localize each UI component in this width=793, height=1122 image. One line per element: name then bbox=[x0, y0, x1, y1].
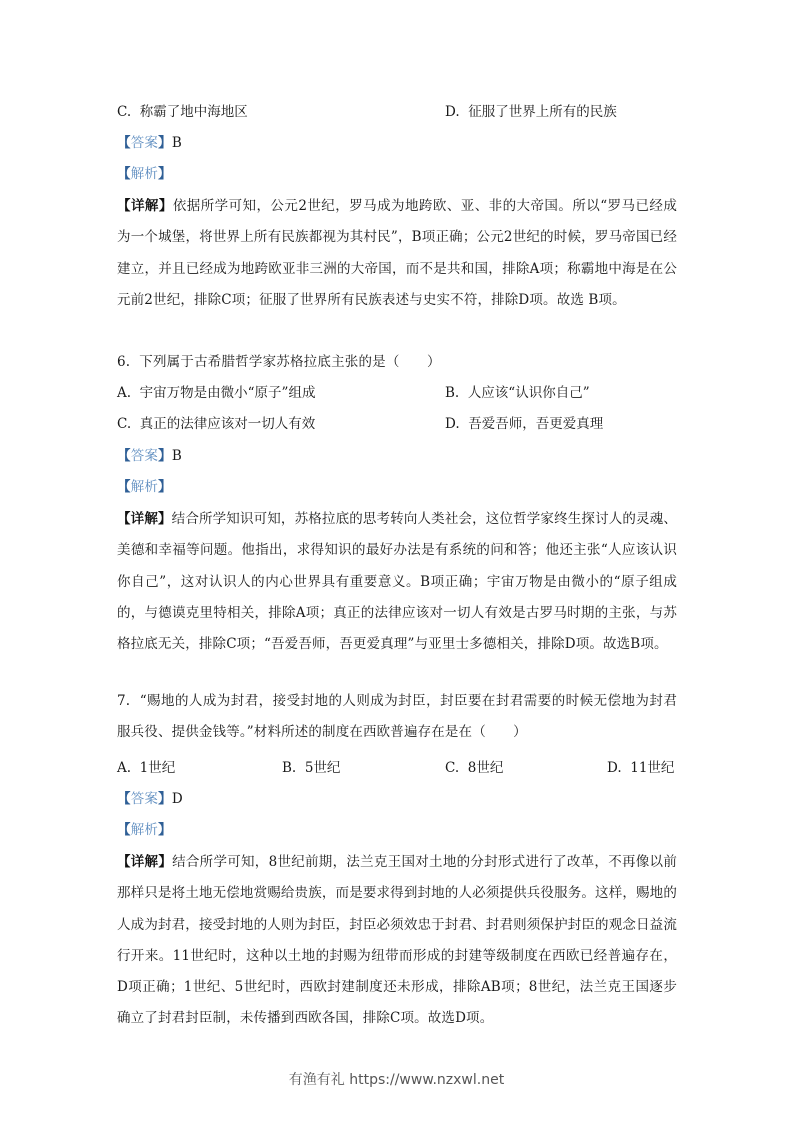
option-letter: A. bbox=[117, 760, 132, 776]
q6-option-b bbox=[445, 383, 590, 403]
option-text: 称霸了地中海地区 bbox=[139, 104, 248, 120]
q7-option-d bbox=[607, 758, 674, 778]
bracket-close: 】 bbox=[158, 791, 172, 807]
option-text: 5世纪 bbox=[304, 760, 341, 776]
bracket-close: 】 bbox=[158, 135, 172, 151]
detail-label: 【详解】 bbox=[117, 198, 173, 214]
question-number: 6. bbox=[117, 354, 131, 370]
option-text: 11世纪 bbox=[630, 760, 675, 776]
option-letter: D. bbox=[607, 760, 622, 776]
option-text: 真正的法律应该对一切人有效 bbox=[139, 416, 316, 432]
detail-text: 结合所学知识可知，苏格拉底的思考转向人类社会，这位哲学家终生探讨人的灵魂、美德和幸福等问题。他指出，求得知识的最好办法是有系统的问和答；他还主张“人应该认识你自己”，这对认识人的内心世界具有重要意义。B项正确；宇宙万物是由微小的“原子组成的，与德谟克里特相关，排除A项；真正的法律应该对一切人有效是古罗马时期的主张，与苏格拉底无关，排除C项；“吾爱吾师，吾更爱真理”与亚里士多德相关，排除D项。故选B项。 bbox=[117, 511, 678, 653]
answer-value: D bbox=[171, 791, 183, 807]
detail-label-text: 详解 bbox=[130, 511, 158, 527]
q6-option-d bbox=[445, 414, 603, 434]
bracket-open: 【 bbox=[117, 448, 131, 464]
answer-value: B bbox=[171, 135, 182, 151]
answer-label: 答案 bbox=[130, 448, 159, 464]
page-footer-watermark: 有渔有礼 https://www.nzxwl.net bbox=[288, 1072, 505, 1088]
option-letter: C. bbox=[117, 104, 132, 120]
detail-label: 【详解】 bbox=[117, 511, 172, 527]
q7-detail bbox=[117, 847, 677, 1035]
detail-text: 结合所学可知，8世纪前期，法兰克王国对土地的分封形式进行了改革，不再像以前那样只是将土地无偿地赏赐给贵族，而是要求得到封地的人必须提供兵役服务。这样，赐地的人成为封君，接受封地的人则为封臣，封臣必须效忠于封君、封君则须保护封臣的观念日益流行开来。11世纪时，这种以土地的封赐为纽带而形成的封建等级制度在西欧已经普遍存在，D项正确；1世纪、5世纪时，西欧封建制度还未形成，排除AB项；8世纪，法兰克王国逐步确立了封君封臣制，未传播到西欧各国，排除C项。故选D项。 bbox=[117, 854, 677, 1027]
detail-label-text: 详解 bbox=[130, 854, 159, 870]
question-text: “赐地的人成为封君，接受封地的人则成为封臣，封臣要在封君需要的时候无偿地为封君服兵役、提供金钱等。”材料所述的制度在西欧普遍存在是在（ ） bbox=[117, 693, 677, 741]
bracket-open: 【 bbox=[117, 791, 131, 807]
option-text: 8世纪 bbox=[467, 760, 504, 776]
analysis-label: 解析 bbox=[130, 822, 159, 838]
q5-option-c bbox=[117, 102, 248, 122]
option-letter: D. bbox=[445, 104, 460, 120]
q6-analysis-heading bbox=[117, 477, 172, 497]
bracket-open: 【 bbox=[117, 822, 131, 838]
option-text: 宇宙万物是由微小“原子”组成 bbox=[139, 385, 316, 401]
answer-value: B bbox=[171, 448, 182, 464]
option-text: 1世纪 bbox=[139, 760, 176, 776]
option-text: 人应该“认识你自己” bbox=[467, 385, 590, 401]
answer-label: 答案 bbox=[130, 135, 159, 151]
option-letter: A. bbox=[117, 385, 132, 401]
bracket-close: 】 bbox=[158, 479, 172, 495]
q5-detail bbox=[117, 191, 677, 316]
option-text: 吾爱吾师，吾更爱真理 bbox=[468, 416, 604, 432]
q7-stem bbox=[117, 686, 677, 749]
q7-answer bbox=[117, 789, 183, 809]
option-letter: B. bbox=[445, 385, 460, 401]
q6-option-a bbox=[117, 383, 315, 403]
detail-text: 依据所学可知，公元2世纪，罗马成为地跨欧、亚、非的大帝国。所以“罗马已经成为一个城堡，将世界上所有民族都视为其村民”，B项正确；公元2世纪的时候，罗马帝国已经建立，并且已经成为地跨欧亚非三洲的大帝国，而不是共和国，排除A项；称霸地中海是在公元前2世纪，排除C项；征服了世界所有民族表述与史实不符，排除D项。故选 B项。 bbox=[117, 198, 677, 308]
q6-option-c bbox=[117, 414, 315, 434]
analysis-label: 解析 bbox=[130, 166, 159, 182]
option-letter: B. bbox=[282, 760, 297, 776]
option-letter: C. bbox=[445, 760, 460, 776]
question-text: 下列属于古希腊哲学家苏格拉底主张的是（ ） bbox=[139, 354, 441, 370]
detail-label: 【详解】 bbox=[117, 854, 173, 870]
analysis-label: 解析 bbox=[130, 479, 159, 495]
q6-answer bbox=[117, 446, 182, 466]
bracket-open: 【 bbox=[117, 479, 131, 495]
bracket-open: 【 bbox=[117, 166, 131, 182]
q5-answer bbox=[117, 133, 182, 153]
q6-stem bbox=[117, 352, 441, 372]
answer-label: 答案 bbox=[130, 791, 159, 807]
q7-option-c bbox=[445, 758, 503, 778]
q7-option-a bbox=[117, 758, 175, 778]
q5-option-d bbox=[445, 102, 617, 122]
bracket-close: 】 bbox=[158, 822, 172, 838]
question-number: 7. bbox=[117, 693, 131, 709]
option-letter: C. bbox=[117, 416, 132, 432]
detail-label-text: 详解 bbox=[130, 198, 159, 214]
bracket-close: 】 bbox=[158, 448, 172, 464]
option-text: 征服了世界上所有的民族 bbox=[468, 104, 617, 120]
bracket-open: 【 bbox=[117, 135, 131, 151]
option-letter: D. bbox=[445, 416, 460, 432]
q5-analysis-heading bbox=[117, 164, 172, 184]
q6-detail bbox=[117, 504, 677, 660]
q7-analysis-heading bbox=[117, 820, 172, 840]
bracket-close: 】 bbox=[158, 166, 172, 182]
q7-option-b bbox=[282, 758, 340, 778]
